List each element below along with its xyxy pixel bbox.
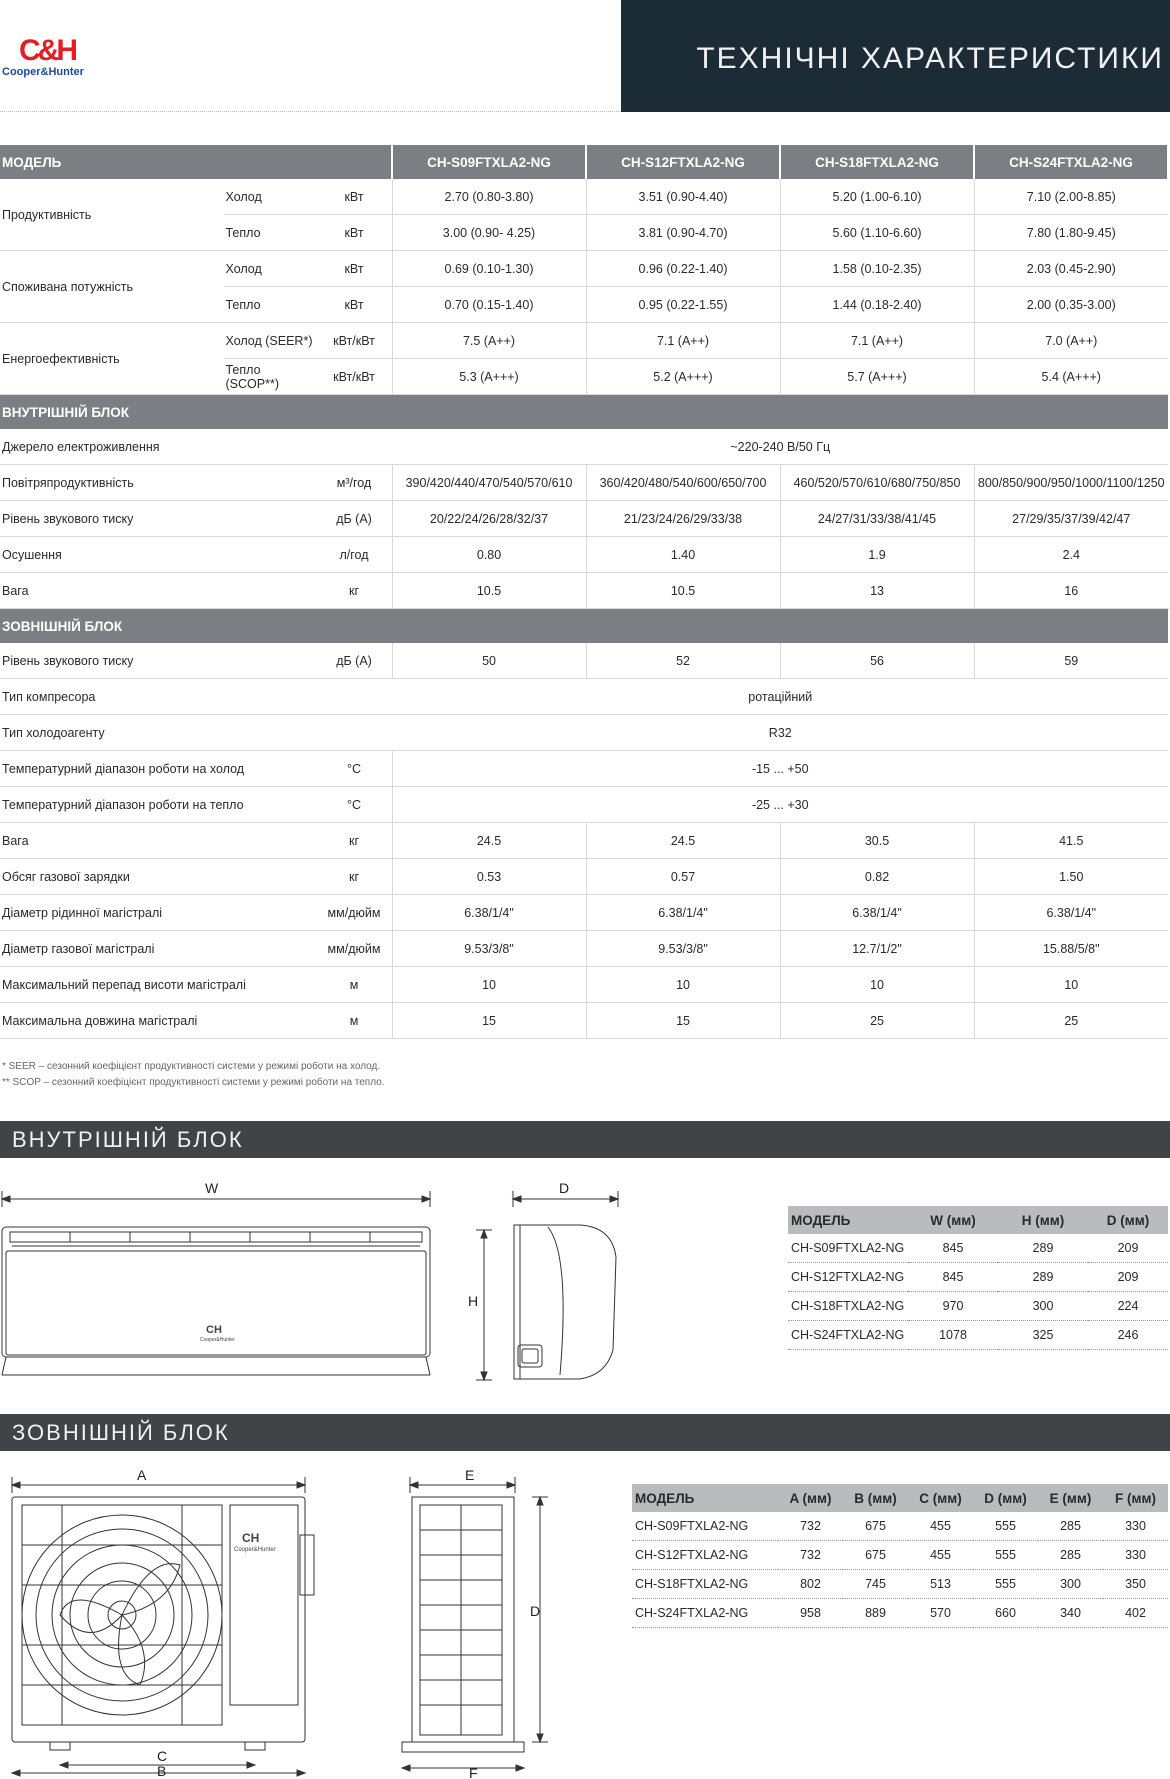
footnote-scop: ** SCOP – сезонний коефіцієнт продуктивності системи у режимі роботи на тепло.	[2, 1077, 385, 1088]
drawing-logo-sub: Cooper&Hunter	[234, 1547, 276, 1553]
outdoor-front-view	[12, 1477, 314, 1776]
cell: -25 ... +30	[392, 787, 1168, 823]
cell: 25	[780, 1003, 974, 1039]
cell: 555	[973, 1512, 1038, 1541]
cell: 10	[392, 967, 586, 1003]
cell: 27/29/35/37/39/42/47	[974, 501, 1168, 537]
table-row	[788, 1234, 1168, 1263]
cell: 9.53/3/8"	[586, 931, 780, 967]
cell: 3.00 (0.90- 4.25)	[392, 215, 586, 251]
row-label: Повітряпродуктивність	[0, 465, 316, 501]
dim-label-e: E	[465, 1467, 475, 1483]
cell: 5.7 (A+++)	[780, 359, 974, 395]
cell: 1078	[908, 1321, 998, 1350]
table-row	[0, 643, 1168, 679]
cell: 402	[1103, 1599, 1168, 1628]
row-label: Споживана потужність	[0, 251, 223, 323]
section-title: ВНУТРІШНІЙ БЛОК	[12, 1127, 244, 1152]
table-row	[632, 1541, 1168, 1570]
table-row	[0, 429, 1168, 465]
cell: 675	[843, 1512, 908, 1541]
cell: 15.88/5/8"	[974, 931, 1168, 967]
header-divider	[0, 111, 621, 113]
cell: 845	[908, 1263, 998, 1292]
section-header-indoor	[0, 395, 1168, 430]
table-row	[0, 179, 1168, 215]
cell: 2.4	[974, 537, 1168, 573]
cell: 209	[1088, 1234, 1168, 1263]
cell: 5.20 (1.00-6.10)	[780, 179, 974, 215]
cell: 7.5 (A++)	[392, 323, 586, 359]
cell: 7.1 (A++)	[586, 323, 780, 359]
row-label: Вага	[0, 823, 316, 859]
unit: кВт	[316, 251, 392, 287]
cell: 0.80	[392, 537, 586, 573]
cell: 10	[974, 967, 1168, 1003]
outdoor-side-view	[402, 1477, 548, 1771]
cell: 7.10 (2.00-8.85)	[974, 179, 1168, 215]
table-row	[0, 931, 1168, 967]
row-label: Енергоефективність	[0, 323, 223, 395]
cell: 800/850/900/950/1000/1100/1250	[974, 465, 1168, 501]
column-header: C (мм)	[908, 1484, 973, 1512]
cell: 7.80 (1.80-9.45)	[974, 215, 1168, 251]
cell: 21/23/24/26/29/33/38	[586, 501, 780, 537]
indoor-front-view	[2, 1191, 430, 1375]
cell: 350	[1103, 1570, 1168, 1599]
brand-logo	[2, 36, 110, 82]
cell: 330	[1103, 1541, 1168, 1570]
cell: 2.70 (0.80-3.80)	[392, 179, 586, 215]
column-header: E (мм)	[1038, 1484, 1103, 1512]
cell: 10.5	[586, 573, 780, 609]
table-row	[788, 1292, 1168, 1321]
section-title: ВНУТРІШНІЙ БЛОК	[0, 395, 1168, 430]
cell: 13	[780, 573, 974, 609]
table-row	[632, 1599, 1168, 1628]
cell: 209	[1088, 1263, 1168, 1292]
unit: мм/дюйм	[316, 895, 392, 931]
table-row	[0, 859, 1168, 895]
section-title: ЗОВНІШНІЙ БЛОК	[12, 1420, 230, 1445]
logo-mark: C&H	[19, 34, 75, 67]
column-header: D (мм)	[973, 1484, 1038, 1512]
table-row	[632, 1512, 1168, 1541]
table-row	[0, 823, 1168, 859]
table-header-row	[788, 1206, 1168, 1234]
row-label: Тип компресора	[0, 679, 392, 715]
cell: 0.96 (0.22-1.40)	[586, 251, 780, 287]
cell: 1.50	[974, 859, 1168, 895]
cell: 246	[1088, 1321, 1168, 1350]
cell: 0.70 (0.15-1.40)	[392, 287, 586, 323]
unit: кВт/кВт	[316, 359, 392, 395]
unit: м	[316, 1003, 392, 1039]
cell: ~220-240 В/50 Гц	[392, 429, 1168, 465]
cell: 6.38/1/4"	[392, 895, 586, 931]
cell: 7.0 (A++)	[974, 323, 1168, 359]
cell: 970	[908, 1292, 998, 1321]
cell: 330	[1103, 1512, 1168, 1541]
spec-table	[0, 145, 1169, 1039]
row-label: Вага	[0, 573, 316, 609]
cell: 675	[843, 1541, 908, 1570]
cell: -15 ... +50	[392, 751, 1168, 787]
column-header: МОДЕЛЬ	[632, 1484, 778, 1512]
cell: CH-S09FTXLA2-NG	[632, 1512, 778, 1541]
unit: кг	[316, 573, 392, 609]
row-label: Осушення	[0, 537, 316, 573]
cell: 24.5	[392, 823, 586, 859]
table-row	[0, 715, 1168, 751]
mode-label: Холод (SEER*)	[223, 323, 316, 359]
model-name: CH-S09FTXLA2-NG	[392, 145, 586, 179]
column-header: МОДЕЛЬ	[788, 1206, 908, 1234]
unit: дБ (А)	[316, 501, 392, 537]
cell: 52	[586, 643, 780, 679]
cell: 958	[778, 1599, 843, 1628]
cell: 285	[1038, 1541, 1103, 1570]
table-row	[0, 251, 1168, 287]
cell: 10	[780, 967, 974, 1003]
section-header-outdoor	[0, 609, 1168, 644]
row-label: Діаметр газової магістралі	[0, 931, 316, 967]
indoor-side-view	[476, 1191, 618, 1380]
unit: °С	[316, 751, 392, 787]
cell: 59	[974, 643, 1168, 679]
dim-label-b: B	[157, 1763, 167, 1779]
model-name: CH-S18FTXLA2-NG	[780, 145, 974, 179]
cell: CH-S12FTXLA2-NG	[788, 1263, 908, 1292]
unit: м³/год	[316, 465, 392, 501]
table-row	[0, 1003, 1168, 1039]
drawing-logo-sub: Cooper&Hunter	[200, 1337, 235, 1343]
cell: 0.95 (0.22-1.55)	[586, 287, 780, 323]
cell: 300	[998, 1292, 1088, 1321]
model-name: CH-S12FTXLA2-NG	[586, 145, 780, 179]
cell: 6.38/1/4"	[974, 895, 1168, 931]
row-label: Джерело електроживлення	[0, 429, 392, 465]
cell: 300	[1038, 1570, 1103, 1599]
table-header-row	[632, 1484, 1168, 1512]
cell: 845	[908, 1234, 998, 1263]
indoor-section-bar	[0, 1121, 1170, 1158]
cell: 889	[843, 1599, 908, 1628]
cell: 732	[778, 1541, 843, 1570]
table-row	[0, 323, 1168, 359]
table-row	[0, 967, 1168, 1003]
table-row	[788, 1321, 1168, 1350]
cell: 6.38/1/4"	[586, 895, 780, 931]
cell: CH-S12FTXLA2-NG	[632, 1541, 778, 1570]
cell: 5.4 (A+++)	[974, 359, 1168, 395]
cell: 9.53/3/8"	[392, 931, 586, 967]
cell: 0.53	[392, 859, 586, 895]
cell: 3.51 (0.90-4.40)	[586, 179, 780, 215]
table-row	[0, 501, 1168, 537]
cell: 16	[974, 573, 1168, 609]
row-label: Температурний діапазон роботи на холод	[0, 751, 316, 787]
unit: кг	[316, 859, 392, 895]
cell: 5.2 (A+++)	[586, 359, 780, 395]
cell: 50	[392, 643, 586, 679]
outdoor-unit-drawing	[0, 1465, 580, 1779]
cell: 10	[586, 967, 780, 1003]
cell: 802	[778, 1570, 843, 1599]
cell: 289	[998, 1263, 1088, 1292]
row-label: Продуктивність	[0, 179, 223, 251]
cell: 732	[778, 1512, 843, 1541]
cell: 570	[908, 1599, 973, 1628]
title-bar	[621, 0, 1170, 112]
row-label: Температурний діапазон роботи на тепло	[0, 787, 316, 823]
column-header: D (мм)	[1088, 1206, 1168, 1234]
cell: CH-S09FTXLA2-NG	[788, 1234, 908, 1263]
cell: 455	[908, 1512, 973, 1541]
indoor-dimension-table	[788, 1206, 1168, 1350]
row-label: Рівень звукового тиску	[0, 501, 316, 537]
section-title: ЗОВНІШНІЙ БЛОК	[0, 609, 1168, 644]
unit: кВт	[316, 287, 392, 323]
page-title: ТЕХНІЧНІ ХАРАКТЕРИСТИКИ	[696, 42, 1164, 75]
cell: 325	[998, 1321, 1088, 1350]
mode-label: Тепло	[223, 215, 316, 251]
unit: кВт	[316, 179, 392, 215]
cell: 289	[998, 1234, 1088, 1263]
dim-label-a: A	[137, 1467, 147, 1483]
table-row	[0, 895, 1168, 931]
unit: мм/дюйм	[316, 931, 392, 967]
footnote-seer: * SEER – сезонний коефіцієнт продуктивності системи у режимі роботи на холод.	[2, 1061, 381, 1072]
table-row	[0, 787, 1168, 823]
table-row	[0, 751, 1168, 787]
column-header: A (мм)	[778, 1484, 843, 1512]
cell: 20/22/24/26/28/32/37	[392, 501, 586, 537]
row-label: Діаметр рідинної магістралі	[0, 895, 316, 931]
column-header: B (мм)	[843, 1484, 908, 1512]
cell: 24.5	[586, 823, 780, 859]
table-row	[0, 573, 1168, 609]
mode-label: Тепло (SCOP**)	[223, 359, 316, 395]
cell: 224	[1088, 1292, 1168, 1321]
outdoor-dimension-table	[632, 1484, 1168, 1628]
unit: кВт/кВт	[316, 323, 392, 359]
dim-label-w: W	[205, 1180, 219, 1196]
cell: 56	[780, 643, 974, 679]
cell: 15	[392, 1003, 586, 1039]
indoor-unit-drawing	[0, 1175, 640, 1390]
table-row	[0, 537, 1168, 573]
drawing-logo: CH	[206, 1324, 222, 1336]
unit: дБ (А)	[316, 643, 392, 679]
row-label: Рівень звукового тиску	[0, 643, 316, 679]
cell: 745	[843, 1570, 908, 1599]
unit: л/год	[316, 537, 392, 573]
cell: CH-S18FTXLA2-NG	[788, 1292, 908, 1321]
unit: °С	[316, 787, 392, 823]
cell: 0.82	[780, 859, 974, 895]
cell: 30.5	[780, 823, 974, 859]
cell: 1.44 (0.18-2.40)	[780, 287, 974, 323]
cell: 660	[973, 1599, 1038, 1628]
row-label: Максимальна довжина магістралі	[0, 1003, 316, 1039]
dim-label-d: D	[530, 1603, 541, 1619]
dim-label-h: H	[468, 1293, 479, 1309]
footnotes	[2, 1059, 385, 1091]
model-name: CH-S24FTXLA2-NG	[974, 145, 1168, 179]
cell: 390/420/440/470/540/570/610	[392, 465, 586, 501]
cell: CH-S24FTXLA2-NG	[632, 1599, 778, 1628]
cell: 2.03 (0.45-2.90)	[974, 251, 1168, 287]
cell: 10.5	[392, 573, 586, 609]
table-row	[788, 1263, 1168, 1292]
cell: 15	[586, 1003, 780, 1039]
cell: 0.57	[586, 859, 780, 895]
cell: 0.69 (0.10-1.30)	[392, 251, 586, 287]
cell: 1.58 (0.10-2.35)	[780, 251, 974, 287]
table-row	[0, 679, 1168, 715]
mode-label: Холод	[223, 179, 316, 215]
model-label: МОДЕЛЬ	[0, 145, 392, 179]
mode-label: Холод	[223, 251, 316, 287]
cell: 340	[1038, 1599, 1103, 1628]
dim-label-c: C	[157, 1748, 168, 1764]
cell: 3.81 (0.90-4.70)	[586, 215, 780, 251]
table-row	[0, 465, 1168, 501]
row-label: Обсяг газової зарядки	[0, 859, 316, 895]
cell: ротаційний	[392, 679, 1168, 715]
spec-header-row	[0, 145, 1168, 179]
column-header: H (мм)	[998, 1206, 1088, 1234]
dim-label-f: F	[469, 1765, 478, 1779]
unit: кг	[316, 823, 392, 859]
cell: R32	[392, 715, 1168, 751]
row-label: Тип холодоагенту	[0, 715, 392, 751]
dim-label-d: D	[559, 1180, 570, 1196]
cell: 555	[973, 1541, 1038, 1570]
cell: 5.3 (A+++)	[392, 359, 586, 395]
row-label: Максимальний перепад висоти магістралі	[0, 967, 316, 1003]
column-header: F (мм)	[1103, 1484, 1168, 1512]
cell: 1.40	[586, 537, 780, 573]
cell: 555	[973, 1570, 1038, 1599]
column-header: W (мм)	[908, 1206, 998, 1234]
cell: 12.7/1/2"	[780, 931, 974, 967]
logo-subtext: Cooper&Hunter	[2, 66, 84, 78]
cell: 285	[1038, 1512, 1103, 1541]
unit: кВт	[316, 215, 392, 251]
cell: 513	[908, 1570, 973, 1599]
cell: 5.60 (1.10-6.60)	[780, 215, 974, 251]
cell: 455	[908, 1541, 973, 1570]
cell: 6.38/1/4"	[780, 895, 974, 931]
cell: CH-S18FTXLA2-NG	[632, 1570, 778, 1599]
cell: 7.1 (A++)	[780, 323, 974, 359]
outdoor-section-bar	[0, 1414, 1170, 1451]
drawing-logo: CH	[242, 1531, 260, 1545]
cell: 41.5	[974, 823, 1168, 859]
cell: 460/520/570/610/680/750/850	[780, 465, 974, 501]
table-row	[632, 1570, 1168, 1599]
cell: 360/420/480/540/600/650/700	[586, 465, 780, 501]
cell: 2.00 (0.35-3.00)	[974, 287, 1168, 323]
cell: 24/27/31/33/38/41/45	[780, 501, 974, 537]
mode-label: Тепло	[223, 287, 316, 323]
cell: 25	[974, 1003, 1168, 1039]
cell: CH-S24FTXLA2-NG	[788, 1321, 908, 1350]
unit: м	[316, 967, 392, 1003]
cell: 1.9	[780, 537, 974, 573]
